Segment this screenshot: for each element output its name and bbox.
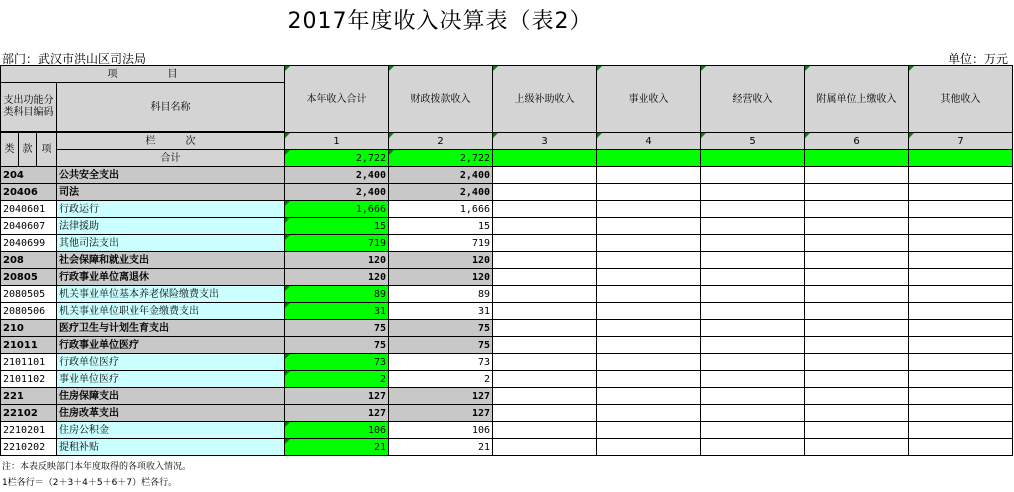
row-name[interactable]: 事业单位医疗 bbox=[57, 371, 285, 388]
sub-col-xiang: 项 bbox=[37, 133, 57, 167]
table-row bbox=[1, 439, 1013, 456]
col-number-2: 2 bbox=[389, 133, 493, 150]
row-name[interactable]: 行政事业单位离退休 bbox=[57, 269, 285, 286]
table-row bbox=[1, 354, 1013, 371]
row-code[interactable]: 2101102 bbox=[1, 371, 57, 388]
row-cell-col-3[interactable] bbox=[493, 252, 597, 269]
row-cell-col-7[interactable] bbox=[909, 303, 1013, 320]
row-code[interactable]: 2040607 bbox=[1, 218, 57, 235]
row-cell-col-5[interactable] bbox=[701, 354, 805, 371]
col-number-1: 1 bbox=[285, 133, 389, 150]
row-income-total[interactable]: 120 bbox=[285, 252, 389, 269]
row-cell-col-3[interactable] bbox=[493, 184, 597, 201]
row-cell-col-5[interactable] bbox=[701, 235, 805, 252]
row-income-total[interactable]: 120 bbox=[285, 269, 389, 286]
total-cell-5[interactable] bbox=[701, 150, 805, 167]
row-fiscal-income[interactable]: 21 bbox=[389, 439, 493, 456]
row-code[interactable]: 2210202 bbox=[1, 439, 57, 456]
row-income-total[interactable]: 2,400 bbox=[285, 167, 389, 184]
col-header-5[interactable]: 经营收入 bbox=[701, 66, 805, 133]
col-header-3[interactable]: 上级补助收入 bbox=[493, 66, 597, 133]
row-code[interactable]: 22102 bbox=[1, 405, 57, 422]
row-cell-col-6[interactable] bbox=[805, 184, 909, 201]
row-income-total[interactable]: 719 bbox=[285, 235, 389, 252]
row-code[interactable]: 210 bbox=[1, 320, 57, 337]
row-cell-col-7[interactable] bbox=[909, 320, 1013, 337]
table-row bbox=[1, 269, 1013, 286]
row-cell-col-6[interactable] bbox=[805, 320, 909, 337]
unit-label: 单位：万元 bbox=[947, 52, 1008, 66]
row-cell-col-4[interactable] bbox=[597, 371, 701, 388]
row-cell-col-3[interactable] bbox=[493, 371, 597, 388]
table-header bbox=[1, 66, 1013, 167]
row-cell-col-4[interactable] bbox=[597, 269, 701, 286]
row-cell-col-3[interactable] bbox=[493, 422, 597, 439]
row-cell-col-4[interactable] bbox=[597, 167, 701, 184]
row-name[interactable]: 司法 bbox=[57, 184, 285, 201]
row-income-total[interactable]: 31 bbox=[285, 303, 389, 320]
sub-col-kuan: 款 bbox=[19, 133, 37, 167]
row-cell-col-5[interactable] bbox=[701, 201, 805, 218]
row-fiscal-income[interactable]: 75 bbox=[389, 337, 493, 354]
row-cell-col-4[interactable] bbox=[597, 303, 701, 320]
row-cell-col-4[interactable] bbox=[597, 422, 701, 439]
sub-col-lei: 类 bbox=[1, 133, 19, 167]
row-code[interactable]: 221 bbox=[1, 388, 57, 405]
row-fiscal-income[interactable]: 120 bbox=[389, 269, 493, 286]
row-cell-col-7[interactable] bbox=[909, 269, 1013, 286]
row-cell-col-4[interactable] bbox=[597, 320, 701, 337]
row-cell-col-4[interactable] bbox=[597, 235, 701, 252]
row-cell-col-7[interactable] bbox=[909, 388, 1013, 405]
row-name[interactable]: 机关事业单位职业年金缴费支出 bbox=[57, 303, 285, 320]
report-title: 2017年度收入决算表（表2） bbox=[287, 9, 593, 34]
row-name[interactable]: 机关事业单位基本养老保险缴费支出 bbox=[57, 286, 285, 303]
row-cell-col-7[interactable] bbox=[909, 337, 1013, 354]
row-cell-col-6[interactable] bbox=[805, 303, 909, 320]
row-cell-col-7[interactable] bbox=[909, 422, 1013, 439]
table-row bbox=[1, 388, 1013, 405]
row-name[interactable]: 住房公积金 bbox=[57, 422, 285, 439]
row-cell-col-5[interactable] bbox=[701, 167, 805, 184]
row-code[interactable]: 2040601 bbox=[1, 201, 57, 218]
row-name[interactable]: 社会保障和就业支出 bbox=[57, 252, 285, 269]
col-number-7: 7 bbox=[909, 133, 1013, 150]
row-cell-col-3[interactable] bbox=[493, 167, 597, 184]
total-label: 合计 bbox=[57, 150, 285, 167]
row-cell-col-5[interactable] bbox=[701, 337, 805, 354]
row-cell-col-4[interactable] bbox=[597, 184, 701, 201]
row-income-total[interactable]: 106 bbox=[285, 422, 389, 439]
row-cell-col-3[interactable] bbox=[493, 235, 597, 252]
table-row bbox=[1, 337, 1013, 354]
row-cell-col-4[interactable] bbox=[597, 439, 701, 456]
row-code[interactable]: 204 bbox=[1, 167, 57, 184]
row-cell-col-6[interactable] bbox=[805, 439, 909, 456]
row-cell-col-5[interactable] bbox=[701, 371, 805, 388]
row-income-total[interactable]: 21 bbox=[285, 439, 389, 456]
row-cell-col-3[interactable] bbox=[493, 201, 597, 218]
row-income-total[interactable]: 75 bbox=[285, 337, 389, 354]
department-label: 部门：武汉市洪山区司法局 bbox=[2, 52, 147, 66]
row-cell-col-7[interactable] bbox=[909, 439, 1013, 456]
row-cell-col-7[interactable] bbox=[909, 184, 1013, 201]
col-number-6: 6 bbox=[805, 133, 909, 150]
row-name[interactable]: 医疗卫生与计划生育支出 bbox=[57, 320, 285, 337]
row-cell-col-4[interactable] bbox=[597, 201, 701, 218]
table-row bbox=[1, 184, 1013, 201]
row-cell-col-5[interactable] bbox=[701, 320, 805, 337]
table-row bbox=[1, 167, 1013, 184]
row-cell-col-5[interactable] bbox=[701, 218, 805, 235]
col-number-4: 4 bbox=[597, 133, 701, 150]
row-cell-col-3[interactable] bbox=[493, 303, 597, 320]
table-row bbox=[1, 235, 1013, 252]
row-income-total[interactable]: 2 bbox=[285, 371, 389, 388]
row-cell-col-3[interactable] bbox=[493, 218, 597, 235]
row-cell-col-6[interactable] bbox=[805, 269, 909, 286]
row-cell-col-5[interactable] bbox=[701, 388, 805, 405]
col-number-3: 3 bbox=[493, 133, 597, 150]
row-name[interactable]: 其他司法支出 bbox=[57, 235, 285, 252]
row-cell-col-3[interactable] bbox=[493, 337, 597, 354]
total-cell-1[interactable]: 2,722 bbox=[285, 150, 389, 167]
row-name[interactable]: 行政运行 bbox=[57, 201, 285, 218]
row-income-total[interactable]: 89 bbox=[285, 286, 389, 303]
row-fiscal-income[interactable]: 15 bbox=[389, 218, 493, 235]
row-fiscal-income[interactable]: 2,400 bbox=[389, 184, 493, 201]
row-cell-col-7[interactable] bbox=[909, 218, 1013, 235]
row-fiscal-income[interactable]: 127 bbox=[389, 388, 493, 405]
table-row bbox=[1, 320, 1013, 337]
row-name[interactable]: 公共安全支出 bbox=[57, 167, 285, 184]
row-code[interactable]: 20805 bbox=[1, 269, 57, 286]
row-cell-col-6[interactable] bbox=[805, 252, 909, 269]
total-cell-6[interactable] bbox=[805, 150, 909, 167]
row-cell-col-3[interactable] bbox=[493, 269, 597, 286]
table-body bbox=[1, 167, 1013, 456]
total-cell-4[interactable] bbox=[597, 150, 701, 167]
row-cell-col-6[interactable] bbox=[805, 371, 909, 388]
row-cell-col-3[interactable] bbox=[493, 405, 597, 422]
table-row bbox=[1, 405, 1013, 422]
row-cell-col-7[interactable] bbox=[909, 252, 1013, 269]
row-cell-col-5[interactable] bbox=[701, 269, 805, 286]
row-cell-col-4[interactable] bbox=[597, 218, 701, 235]
row-cell-col-7[interactable] bbox=[909, 405, 1013, 422]
row-name[interactable]: 行政事业单位医疗 bbox=[57, 337, 285, 354]
row-cell-col-3[interactable] bbox=[493, 388, 597, 405]
row-fiscal-income[interactable]: 120 bbox=[389, 252, 493, 269]
name-header: 科目名称 bbox=[57, 83, 285, 132]
row-cell-col-5[interactable] bbox=[701, 184, 805, 201]
notes bbox=[2, 459, 191, 491]
row-cell-col-7[interactable] bbox=[909, 201, 1013, 218]
col-index-header: 栏 次 bbox=[57, 133, 285, 150]
row-income-total[interactable]: 2,400 bbox=[285, 184, 389, 201]
total-cell-2[interactable]: 2,722 bbox=[389, 150, 493, 167]
row-cell-col-6[interactable] bbox=[805, 337, 909, 354]
row-cell-col-5[interactable] bbox=[701, 405, 805, 422]
col-number-5: 5 bbox=[701, 133, 805, 150]
row-code[interactable]: 208 bbox=[1, 252, 57, 269]
income-table bbox=[0, 65, 1013, 456]
col-header-6[interactable]: 附属单位上缴收入 bbox=[805, 66, 909, 133]
row-fiscal-income[interactable]: 127 bbox=[389, 405, 493, 422]
code-header: 支出功能分类科目编码 bbox=[1, 83, 57, 132]
row-cell-col-7[interactable] bbox=[909, 354, 1013, 371]
total-cell-3[interactable] bbox=[493, 150, 597, 167]
row-cell-col-4[interactable] bbox=[597, 388, 701, 405]
row-fiscal-income[interactable]: 31 bbox=[389, 303, 493, 320]
row-fiscal-income[interactable]: 2 bbox=[389, 371, 493, 388]
row-cell-col-4[interactable] bbox=[597, 405, 701, 422]
row-cell-col-6[interactable] bbox=[805, 235, 909, 252]
row-cell-col-5[interactable] bbox=[701, 303, 805, 320]
row-cell-col-4[interactable] bbox=[597, 337, 701, 354]
row-fiscal-income[interactable]: 719 bbox=[389, 235, 493, 252]
row-code[interactable]: 2080506 bbox=[1, 303, 57, 320]
row-cell-col-6[interactable] bbox=[805, 354, 909, 371]
row-cell-col-7[interactable] bbox=[909, 167, 1013, 184]
row-cell-col-6[interactable] bbox=[805, 388, 909, 405]
row-cell-col-5[interactable] bbox=[701, 439, 805, 456]
col-header-2[interactable]: 财政拨款收入 bbox=[389, 66, 493, 133]
row-cell-col-7[interactable] bbox=[909, 286, 1013, 303]
row-cell-col-5[interactable] bbox=[701, 422, 805, 439]
row-code[interactable]: 2080505 bbox=[1, 286, 57, 303]
row-income-total[interactable]: 73 bbox=[285, 354, 389, 371]
row-income-total[interactable]: 75 bbox=[285, 320, 389, 337]
row-cell-col-4[interactable] bbox=[597, 286, 701, 303]
row-income-total[interactable]: 1,666 bbox=[285, 201, 389, 218]
col-header-7[interactable]: 其他收入 bbox=[909, 66, 1013, 133]
row-income-total[interactable]: 15 bbox=[285, 218, 389, 235]
row-cell-col-6[interactable] bbox=[805, 218, 909, 235]
table-row bbox=[1, 371, 1013, 388]
table-row bbox=[1, 286, 1013, 303]
row-code[interactable]: 2040699 bbox=[1, 235, 57, 252]
row-fiscal-income[interactable]: 73 bbox=[389, 354, 493, 371]
row-code[interactable]: 2210201 bbox=[1, 422, 57, 439]
table-row bbox=[1, 201, 1013, 218]
col-header-4[interactable]: 事业收入 bbox=[597, 66, 701, 133]
row-code[interactable]: 20406 bbox=[1, 184, 57, 201]
table-row bbox=[1, 252, 1013, 269]
row-income-total[interactable]: 127 bbox=[285, 405, 389, 422]
row-name[interactable]: 住房改革支出 bbox=[57, 405, 285, 422]
row-cell-col-6[interactable] bbox=[805, 201, 909, 218]
table-row bbox=[1, 303, 1013, 320]
row-fiscal-income[interactable]: 89 bbox=[389, 286, 493, 303]
row-cell-col-3[interactable] bbox=[493, 439, 597, 456]
total-cell-7[interactable] bbox=[909, 150, 1013, 167]
row-fiscal-income[interactable]: 75 bbox=[389, 320, 493, 337]
row-income-total[interactable]: 127 bbox=[285, 388, 389, 405]
row-code[interactable]: 21011 bbox=[1, 337, 57, 354]
row-code[interactable]: 2101101 bbox=[1, 354, 57, 371]
row-cell-col-6[interactable] bbox=[805, 286, 909, 303]
row-cell-col-5[interactable] bbox=[701, 286, 805, 303]
item-header: 项 目 bbox=[1, 66, 285, 83]
row-cell-col-3[interactable] bbox=[493, 354, 597, 371]
row-cell-col-3[interactable] bbox=[493, 286, 597, 303]
row-cell-col-6[interactable] bbox=[805, 167, 909, 184]
row-cell-col-4[interactable] bbox=[597, 354, 701, 371]
table-row bbox=[1, 422, 1013, 439]
row-name[interactable]: 住房保障支出 bbox=[57, 388, 285, 405]
row-fiscal-income[interactable]: 106 bbox=[389, 422, 493, 439]
row-cell-col-7[interactable] bbox=[909, 235, 1013, 252]
row-cell-col-3[interactable] bbox=[493, 320, 597, 337]
row-name[interactable]: 法律援助 bbox=[57, 218, 285, 235]
note-line-1: 注：本表反映部门本年度取得的各项收入情况。 bbox=[2, 462, 192, 472]
row-name[interactable]: 提租补贴 bbox=[57, 439, 285, 456]
row-cell-col-6[interactable] bbox=[805, 422, 909, 439]
row-cell-col-5[interactable] bbox=[701, 252, 805, 269]
row-fiscal-income[interactable]: 1,666 bbox=[389, 201, 493, 218]
table-row bbox=[1, 218, 1013, 235]
row-name[interactable]: 行政单位医疗 bbox=[57, 354, 285, 371]
row-cell-col-6[interactable] bbox=[805, 405, 909, 422]
row-cell-col-4[interactable] bbox=[597, 252, 701, 269]
note-line-2: 1栏各行＝（2＋3＋4＋5＋6＋7）栏各行。 bbox=[2, 478, 178, 488]
row-fiscal-income[interactable]: 2,400 bbox=[389, 167, 493, 184]
row-cell-col-7[interactable] bbox=[909, 371, 1013, 388]
col-header-1[interactable]: 本年收入合计 bbox=[285, 66, 389, 133]
